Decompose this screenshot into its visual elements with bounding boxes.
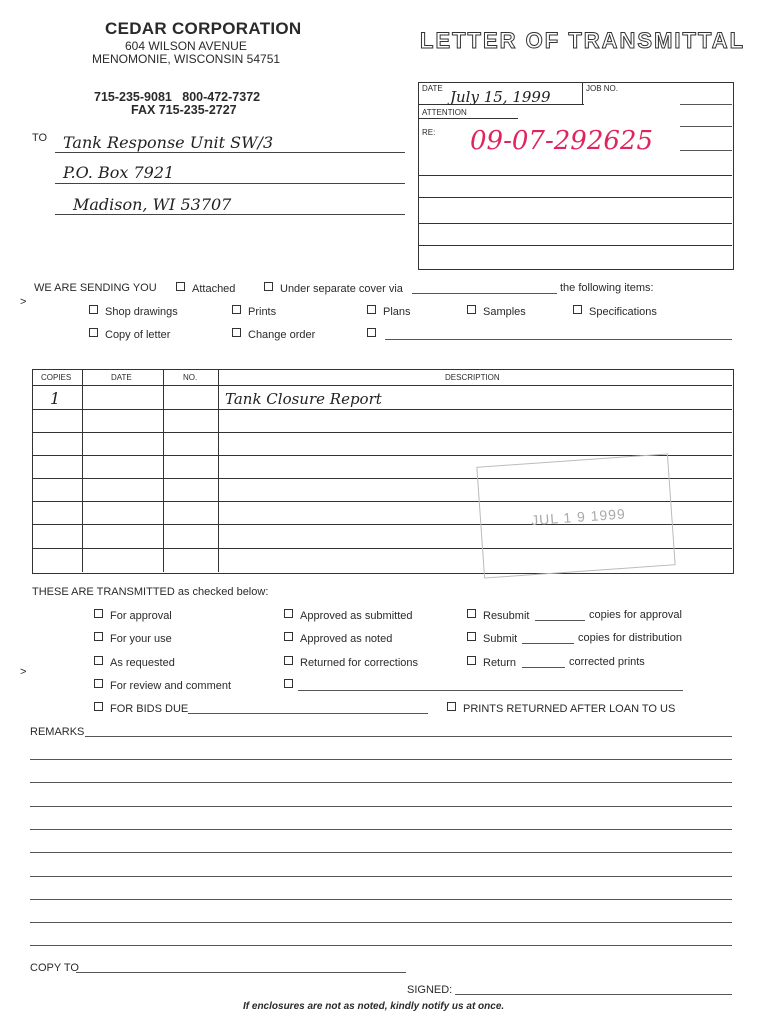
item-samples[interactable]: Samples [467, 305, 526, 318]
opt-for-bids-due[interactable]: FOR BIDS DUE [94, 702, 188, 715]
company-name: CEDAR CORPORATION [105, 19, 302, 38]
item-copy-of-letter[interactable]: Copy of letter [89, 328, 170, 341]
opt-returned-corrections[interactable]: Returned for corrections [284, 656, 418, 669]
checkbox-icon [284, 679, 293, 688]
remarks-line[interactable] [30, 945, 732, 946]
remarks-label: REMARKS [30, 726, 85, 738]
col-no-header: NO. [183, 373, 198, 382]
remarks-line[interactable] [30, 829, 732, 830]
footer-note: If enclosures are not as noted, kindly notify us at once. [243, 1001, 505, 1012]
item-specifications[interactable]: Specifications [573, 305, 657, 318]
col-copies-header: COPIES [41, 373, 72, 382]
remarks-line[interactable] [30, 852, 732, 853]
company-fax: FAX 715-235-2727 [131, 103, 237, 117]
copy-to-label: COPY TO [30, 962, 79, 974]
checkbox-icon [573, 305, 582, 314]
checkbox-icon [232, 328, 241, 337]
checkbox-icon [89, 328, 98, 337]
signature-line[interactable] [455, 994, 732, 995]
item-shop-drawings[interactable]: Shop drawings [89, 305, 178, 318]
job-no-label: JOB NO. [586, 84, 619, 93]
checkbox-icon [447, 702, 456, 711]
company-phone: 715-235-9081 800-472-7372 [94, 90, 261, 104]
following-items-label: the following items: [560, 282, 654, 294]
attention-label: ATTENTION [422, 108, 467, 117]
remarks-line[interactable] [30, 922, 732, 923]
re-label: RE: [422, 128, 436, 137]
checkbox-icon [94, 702, 103, 711]
item-change-order[interactable]: Change order [232, 328, 315, 341]
resubmit-suffix: copies for approval [589, 609, 682, 621]
remarks-line[interactable] [30, 899, 732, 900]
table-row-copies[interactable]: 1 [50, 389, 61, 408]
checkbox-icon [467, 632, 476, 641]
col-date-header: DATE [111, 373, 132, 382]
remarks-line[interactable] [85, 736, 732, 737]
col-description-header: DESCRIPTION [445, 373, 500, 382]
checkbox-icon [232, 305, 241, 314]
signed-label: SIGNED: [407, 984, 453, 996]
opt-approved-submitted[interactable]: Approved as submitted [284, 609, 413, 622]
checkbox-icon [367, 305, 376, 314]
item-plans[interactable]: Plans [367, 305, 411, 318]
opt-resubmit[interactable]: Resubmit [467, 609, 529, 622]
to-line-2[interactable]: P.O. Box 7921 [63, 163, 175, 182]
opt-review-comment[interactable]: For review and comment [94, 679, 231, 692]
remarks-line[interactable] [30, 876, 732, 877]
company-address-2: MENOMONIE, WISCONSIN 54751 [92, 52, 281, 66]
checkbox-icon [94, 632, 103, 641]
opt-as-requested[interactable]: As requested [94, 656, 175, 669]
to-line-3[interactable]: Madison, WI 53707 [73, 195, 232, 214]
sending-label: WE ARE SENDING YOU [34, 282, 157, 294]
opt-for-approval[interactable]: For approval [94, 609, 172, 622]
attached-option[interactable]: Attached [176, 282, 235, 295]
opt-for-your-use[interactable]: For your use [94, 632, 172, 645]
margin-mark: > [20, 666, 27, 678]
separate-cover-option[interactable]: Under separate cover via [264, 282, 403, 295]
checkbox-icon [94, 679, 103, 688]
copy-to-line[interactable] [76, 972, 406, 973]
table-row-description[interactable]: Tank Closure Report [225, 390, 382, 408]
return-suffix: corrected prints [569, 656, 645, 668]
document-title: LETTER OF TRANSMITTAL [420, 28, 746, 53]
stamp-date: JUL 1 9 1999 [530, 505, 627, 529]
re-value[interactable]: 09-07-292625 [470, 126, 653, 156]
submit-suffix: copies for distribution [578, 632, 682, 644]
checkbox-icon [467, 609, 476, 618]
date-label: DATE [422, 84, 443, 93]
checkbox-icon [284, 609, 293, 618]
margin-mark: > [20, 296, 27, 308]
transmitted-label: THESE ARE TRANSMITTED as checked below: [32, 586, 269, 598]
checkbox-icon [467, 656, 476, 665]
checkbox-icon [176, 282, 185, 291]
remarks-line[interactable] [30, 782, 732, 783]
opt-return[interactable]: Return [467, 656, 516, 669]
to-label: TO [32, 132, 48, 144]
checkbox-icon [367, 328, 376, 337]
checkbox-icon [94, 656, 103, 665]
checkbox-icon [467, 305, 476, 314]
date-value[interactable]: July 15, 1999 [450, 88, 551, 106]
checkbox-icon [89, 305, 98, 314]
company-address-1: 604 WILSON AVENUE [125, 39, 247, 53]
checkbox-icon [264, 282, 273, 291]
to-line-1[interactable]: Tank Response Unit SW/3 [63, 133, 274, 152]
received-stamp [476, 453, 675, 578]
item-other[interactable] [367, 328, 383, 341]
remarks-line[interactable] [30, 759, 732, 760]
opt-approved-noted[interactable]: Approved as noted [284, 632, 392, 645]
checkbox-icon [284, 632, 293, 641]
opt-submit[interactable]: Submit [467, 632, 517, 645]
checkbox-icon [94, 609, 103, 618]
opt-prints-returned[interactable]: PRINTS RETURNED AFTER LOAN TO US [447, 702, 675, 715]
remarks-line[interactable] [30, 806, 732, 807]
checkbox-icon [284, 656, 293, 665]
item-prints[interactable]: Prints [232, 305, 276, 318]
